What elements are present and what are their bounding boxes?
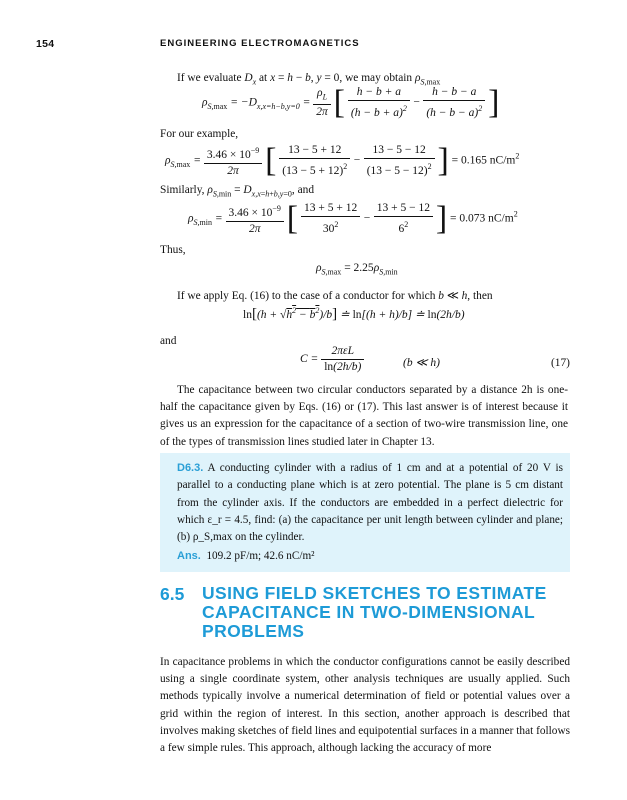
capacitance-paragraph: The capacitance between two circular conductors separated by a distance 2h is one-half the capacitance given by Eqs. (16) or (17). This last answer is of interest because it gives us an expression for the capacitance of a section of two-wire transmission line, one of the types of transmission lines studied later in Chapter 13. [160, 384, 568, 448]
apply-line: If we apply Eq. (16) to the case of a conductor for which b ≪ h, then [177, 290, 493, 302]
thus-text: Thus, [160, 244, 186, 256]
equation-rho-min-numeric: $\rho_{S,min}$ = $\frac{3.46 \times 10^{-9}}{2\pi}$ [ $\frac{13 + 5 + 12}{30^2}$ − $\frac{13 + 5 - 12}{6^2}$ ] = 0.073 $nC/m^2$ [188, 199, 518, 237]
exercise-body: A conducting cylinder with a radius of 1 cm and at a potential of 20 V is parallel to a conducting plane which is at zero potential. The plane is 5 cm distant from the cylinder axis. If the conductors are embedded in a perfect dielectric for which ε_r = 4.5, find: (a) the capacitance per unit length between cylinder and plane; (b) ρ_S,max on the cylinder. [177, 462, 563, 544]
exercise-answer [177, 548, 315, 565]
similarly-line: Similarly, $\rho_{S,min} = D_{x,x=h+b,y=0}$, and [160, 184, 315, 199]
equation-rho-max-general: $\rho_{S,max} = -D_{x,x=h-b,y=0}$ = $\frac{\rho_L}{2\pi}$ [ $\frac{h - b + a}{(h - b + a)^2}$ − $\frac{h - b - a}{(h - b - a)^2}$ ] [202, 83, 500, 121]
section-title: USING FIELD SKETCHES TO ESTIMATE CAPACITANCE IN TWO-DIMENSIONAL PROBLEMS [202, 583, 547, 641]
answer-text: 109.2 pF/m; 42.6 nC/m² [206, 550, 315, 562]
for-example-text: For our example, [160, 128, 239, 140]
equation-17-condition: (b ≪ h) [403, 357, 440, 369]
page-number: 154 [36, 38, 55, 50]
section-number: 6.5 [160, 584, 185, 604]
answer-label: Ans. [177, 550, 201, 562]
exercise-text [177, 460, 563, 546]
equation-17: C = $\frac{\text{2πεL}}{\ln(2h/b)}$ [300, 344, 364, 375]
intro-line: If we evaluate $D_x$ at x = h − b, y = 0, we may obtain $\rho_{S,max}$ [177, 72, 441, 87]
equation-rho-max-numeric: $\rho_{S,max}$ = $\frac{3.46 \times 10^{-9}}{2\pi}$ [ $\frac{13 - 5 + 12}{(13 - 5 + 12)^2}$ − $\frac{13 - 5 - 12}{(13 - 5 - 12)^2}$ ] = 0.165 $nC/m^2$ [165, 141, 520, 179]
running-title: ENGINEERING ELECTROMAGNETICS [160, 38, 360, 49]
equation-17-number: (17) [551, 357, 570, 369]
field-sketch-paragraph: In capacitance problems in which the conductor configurations cannot be easily described using a single coordinate system, other analysis techniques are usually applied. Such methods typically involve a numerical determination of field or potential values over a grid within the region of interest. In this section, another approach is described that involves making sketches of field lines and equipotential surfaces in a manner that follows a few simple rules. This approach, although lacking the accuracy of more [160, 656, 570, 755]
equation-ln-approx: $\ln[(h + √h^2 - b^2)/b]$ ≐ ln[(h + h)/b] ≐ ln(2h/b) [243, 306, 465, 322]
result-max: = 0.165 nC/m [451, 154, 516, 167]
result-min: = 0.073 nC/m [450, 212, 514, 225]
exercise-label: D6.3. [177, 462, 204, 474]
and-word: and [160, 335, 177, 347]
equation-ratio: $\rho_{S,max} = 2.25\rho_{S,min}$ [316, 262, 398, 277]
